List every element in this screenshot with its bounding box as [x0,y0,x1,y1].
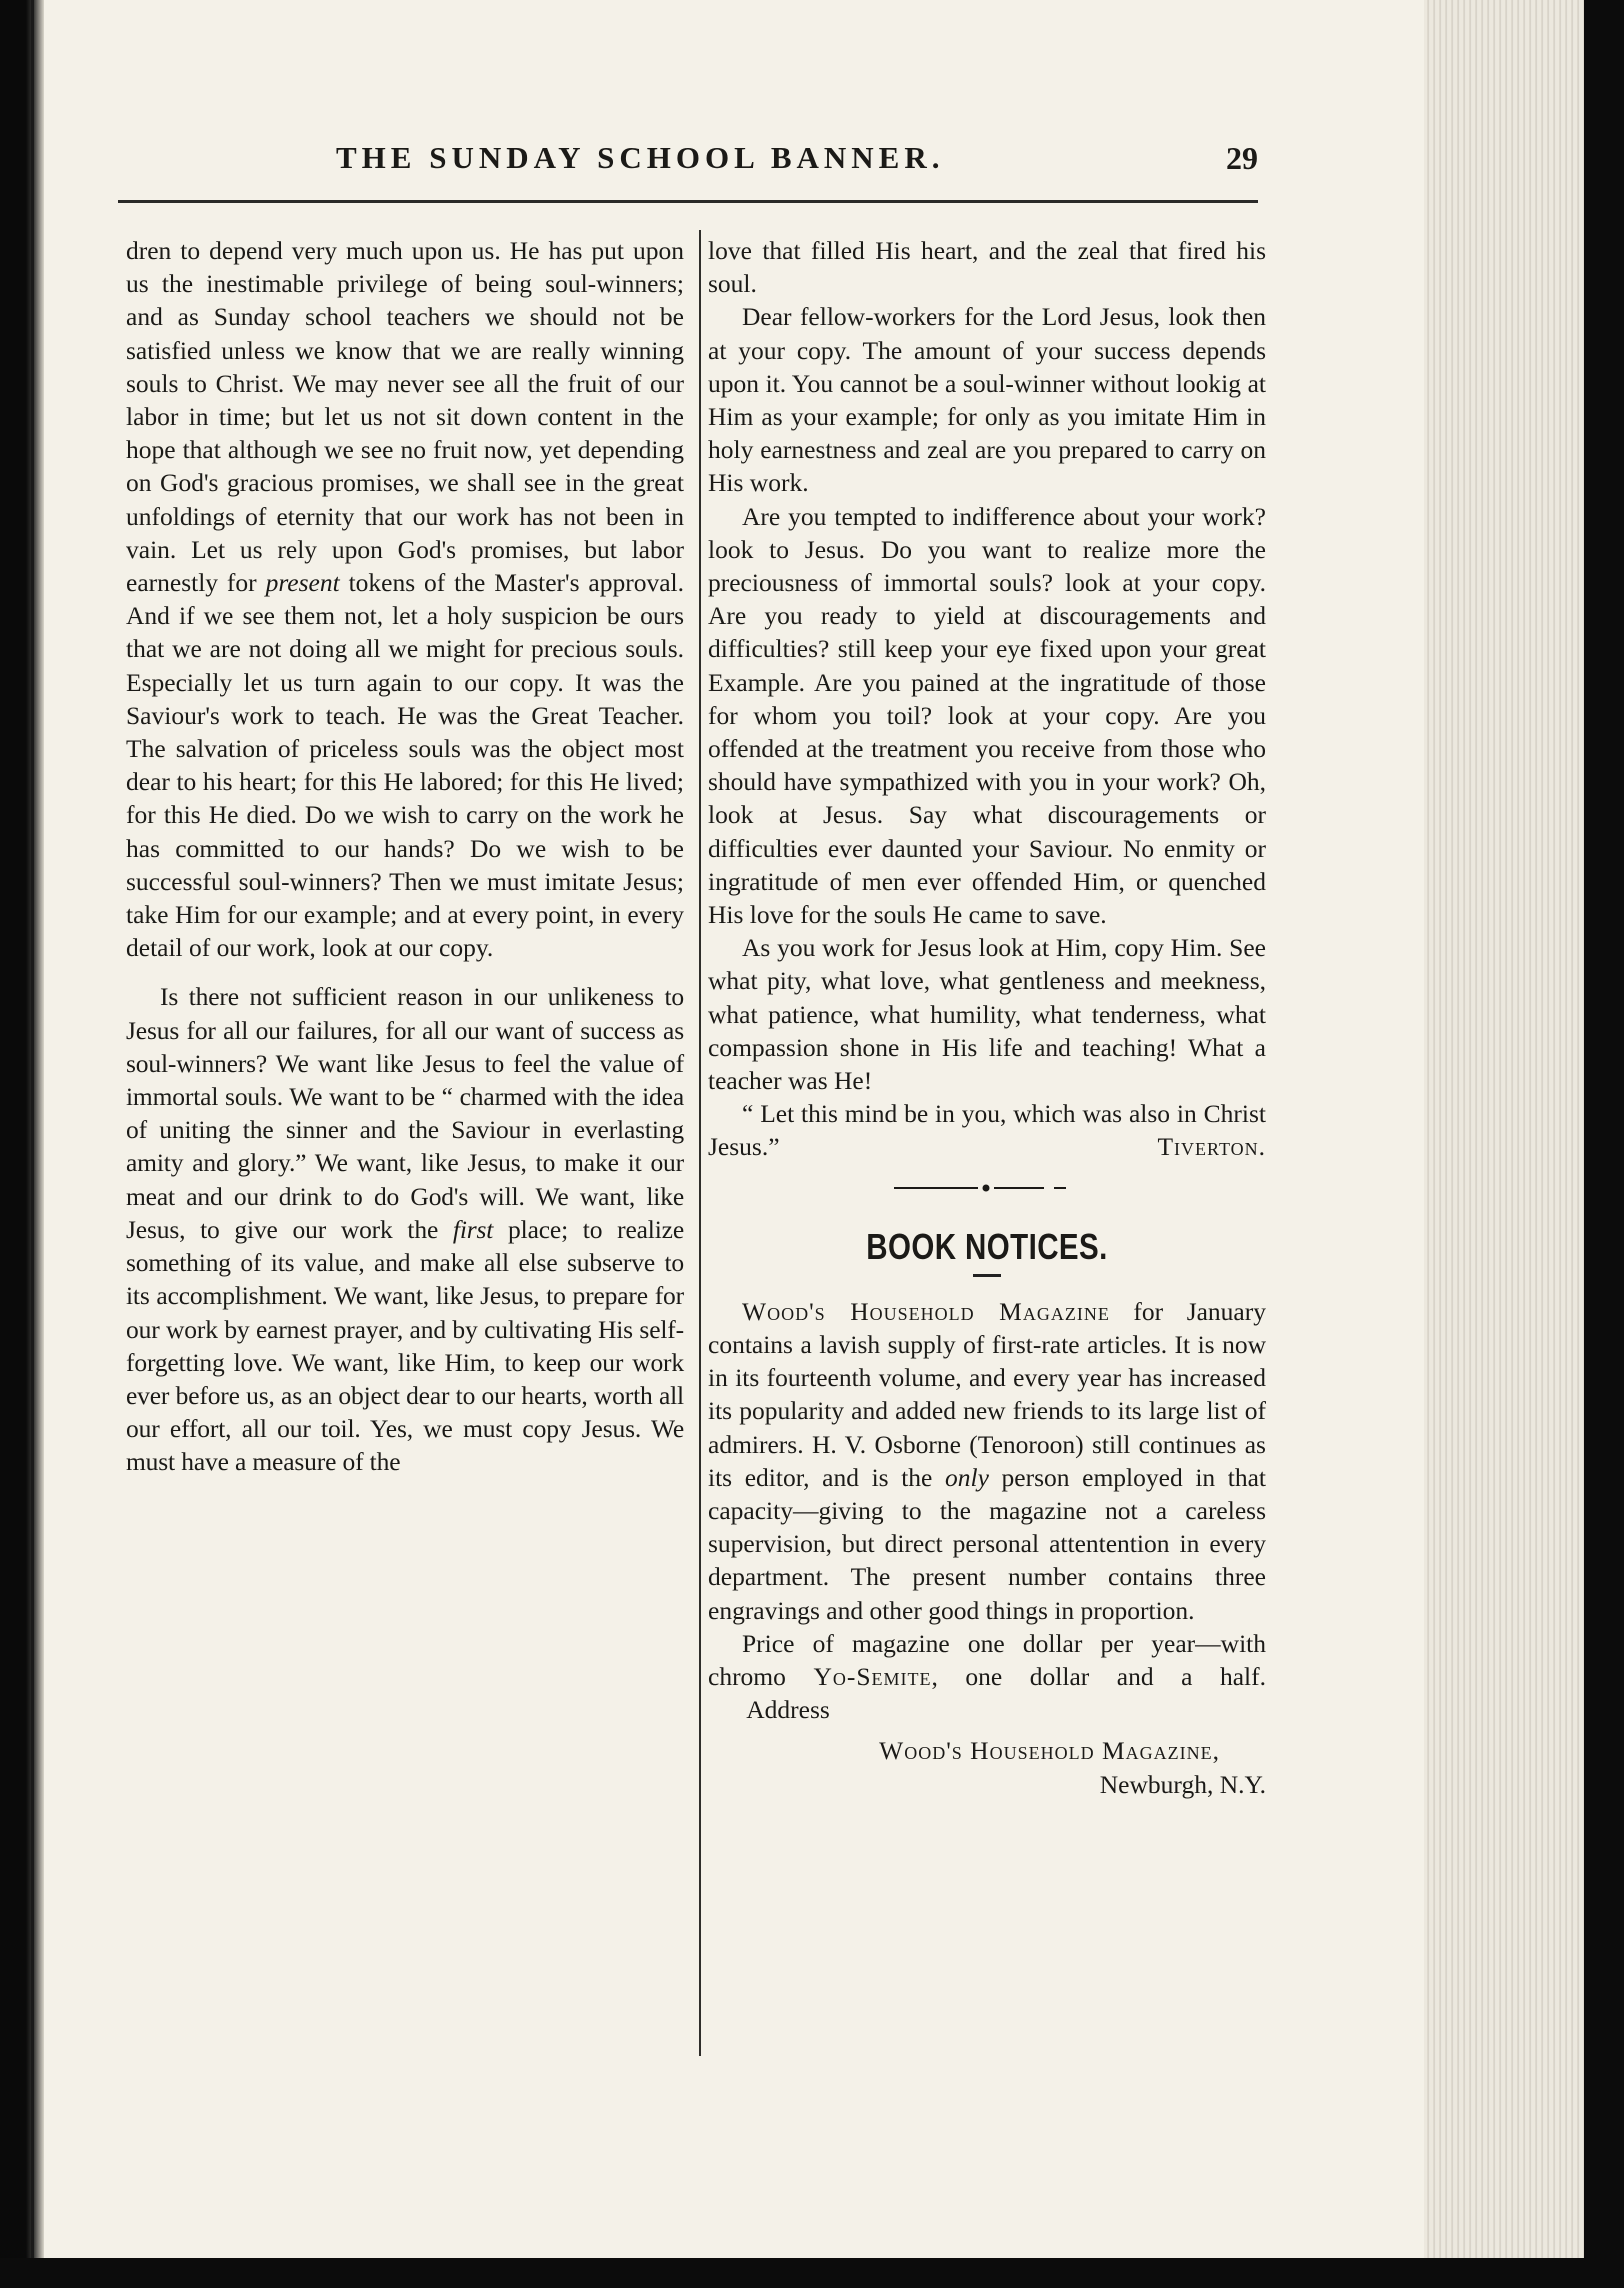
magazine-name: Wood's Household Magazine [742,1296,1110,1326]
right-paragraph-4: As you work for Jesus look at Him, copy Him. See what pity, what love, what gentleness and meekness, what patience, what humility, what tenderness, what compassion shone in His life and teaching! What a teacher was He! [708,933,1266,1096]
address-line-1: Wood's Household Magazine, [879,1736,1220,1766]
price-tail: , one dollar and a half. [931,1661,1266,1691]
left-paragraph-2-text: Is there not sufficient reason in our unlikeness to Jesus for all our failures, for all our want of success as soul-winners? We want like Jesus to feel the value of immortal souls. We want to be “ charmed with the idea of uniting the sinner and the Saviour in everlasting amity and glory.” We want, like Jesus, to make it our meat and our drink to do God's will. We want, like Jesus, to give our work the [126,982,684,1244]
left-column [126,234,684,1479]
left-paragraph-2 [126,980,684,1478]
price-paragraph [708,1627,1266,1727]
address-label: Address [746,1695,830,1725]
book-notice-text: for January contains a lavish supply of first-rate articles. It is now in its fourteenth volume, and every year has increased its popularity and added new friends to its large list of admirers. H. V. Osborne (Tenoroon) still continues as its editor, and is the [708,1296,1266,1492]
right-column [708,234,1266,1801]
page-edges [1424,0,1624,2288]
right-paragraph-1: love that filled His heart, and the zeal that fired his soul. [708,236,1266,299]
left-paragraph-1 [126,234,684,964]
emphasis-only: only [945,1462,989,1492]
right-paragraph-5 [708,1097,1266,1163]
right-paragraph-3: Are you tempted to indifference about your work? look to Jesus. Do you want to realize more the preciousness of immortal souls? look at your copy. Are you ready to yield at discouragements and difficulties? still keep your eye fixed upon your great Example. Are you pained at the ingratitude of those for whom you toil? look at your copy. Are you offended at the treatment you receive from those who should have sympathized with you in your work? Oh, look at Jesus. Say what discouragements or difficulties ever daunted your Saviour. No enmity or ingratitude of men ever offended Him, or quenched His love for the souls He came to save. [708,501,1266,930]
page-header [118,140,1258,184]
address-block [708,1734,1266,1800]
price-text: Price of magazine one dollar per year—with chromo [708,1628,1266,1691]
closing-quote: “ Let this mind be in you, which was also in Christ Jesus.” [708,1099,1266,1162]
left-paragraph-2-tail: place; to realize something of its value, and make all else subserve to its accomplishment. We want, like Jesus, to prepare for our work by earnest prayer, and by cultivating His self-forgetting love. We want, like Him, to keep our work ever before us, as an object dear to our hearts, worth all our effort, all our toil. Yes, we must copy Jesus. We must have a measure of the [126,1214,684,1477]
emphasis-first: first [452,1214,494,1244]
emphasis-present: present [265,568,340,598]
left-paragraph-1-tail: tokens of the Master's approval. And if we see them not, let a holy suspicion be ours that we are not doing all we might for precious souls. Especially let us turn again to our copy. It was the Saviour's work to teach. He was the Great Teacher. The salvation of priceless souls was the object most dear to his heart; for this He labored; for this He lived; for this He died. Do we wish to carry on the work he has committed to our hands? Do we wish to be successful soul-winners? Then we must imitate Jesus; take Him for our example; and at every point, in every detail of our work, look at our copy. [126,568,685,963]
address-line-2: Newburgh, N.Y. [1099,1769,1266,1799]
heading-rule [973,1274,1001,1277]
right-paragraph-2: Dear fellow-workers for the Lord Jesus, look then at your copy. The amount of your success depends upon it. You cannot be a soul-winner without lookig at Him as your example; for only as you imitate Him in holy earnestness and zeal are you prepared to carry on His work. [708,302,1266,498]
running-title: THE SUNDAY SCHOOL BANNER. [336,140,945,175]
scan-bottom-edge [0,2258,1624,2288]
ornament-dot-rule [894,1184,1074,1192]
section-heading-book-notices: BOOK NOTICES. [866,1225,1108,1267]
page-number: 29 [1226,140,1258,176]
left-paragraph-1-text: dren to depend very much upon us. He has put upon us the inestimable privilege of being soul-winners; and as Sunday school teachers we should not be satisfied unless we know that we are really winning souls to Christ. We may never see all the fruit of our labor in time; but let us not sit down content in the hope that although we see no fruit now, yet depending on God's gracious promises, we shall see in the great unfoldings of eternity that our work has not been in vain. Let us rely upon God's promises, but labor earnestly for [126,236,684,598]
book-notice-tail: person employed in that capacity—giving to the magazine not a careless supervision, but direct personal attentention in every department. The present number contains three engravings and other good things in proportion. [708,1462,1267,1625]
book-notice-paragraph [708,1295,1266,1627]
book-spine-shadow [0,0,44,2288]
chromo-name: Yo-Semite [813,1661,932,1691]
section-ornament [708,1164,1266,1226]
header-rule [118,200,1258,203]
author-signature: Tiverton. [1157,1132,1266,1162]
column-divider [699,230,701,2056]
